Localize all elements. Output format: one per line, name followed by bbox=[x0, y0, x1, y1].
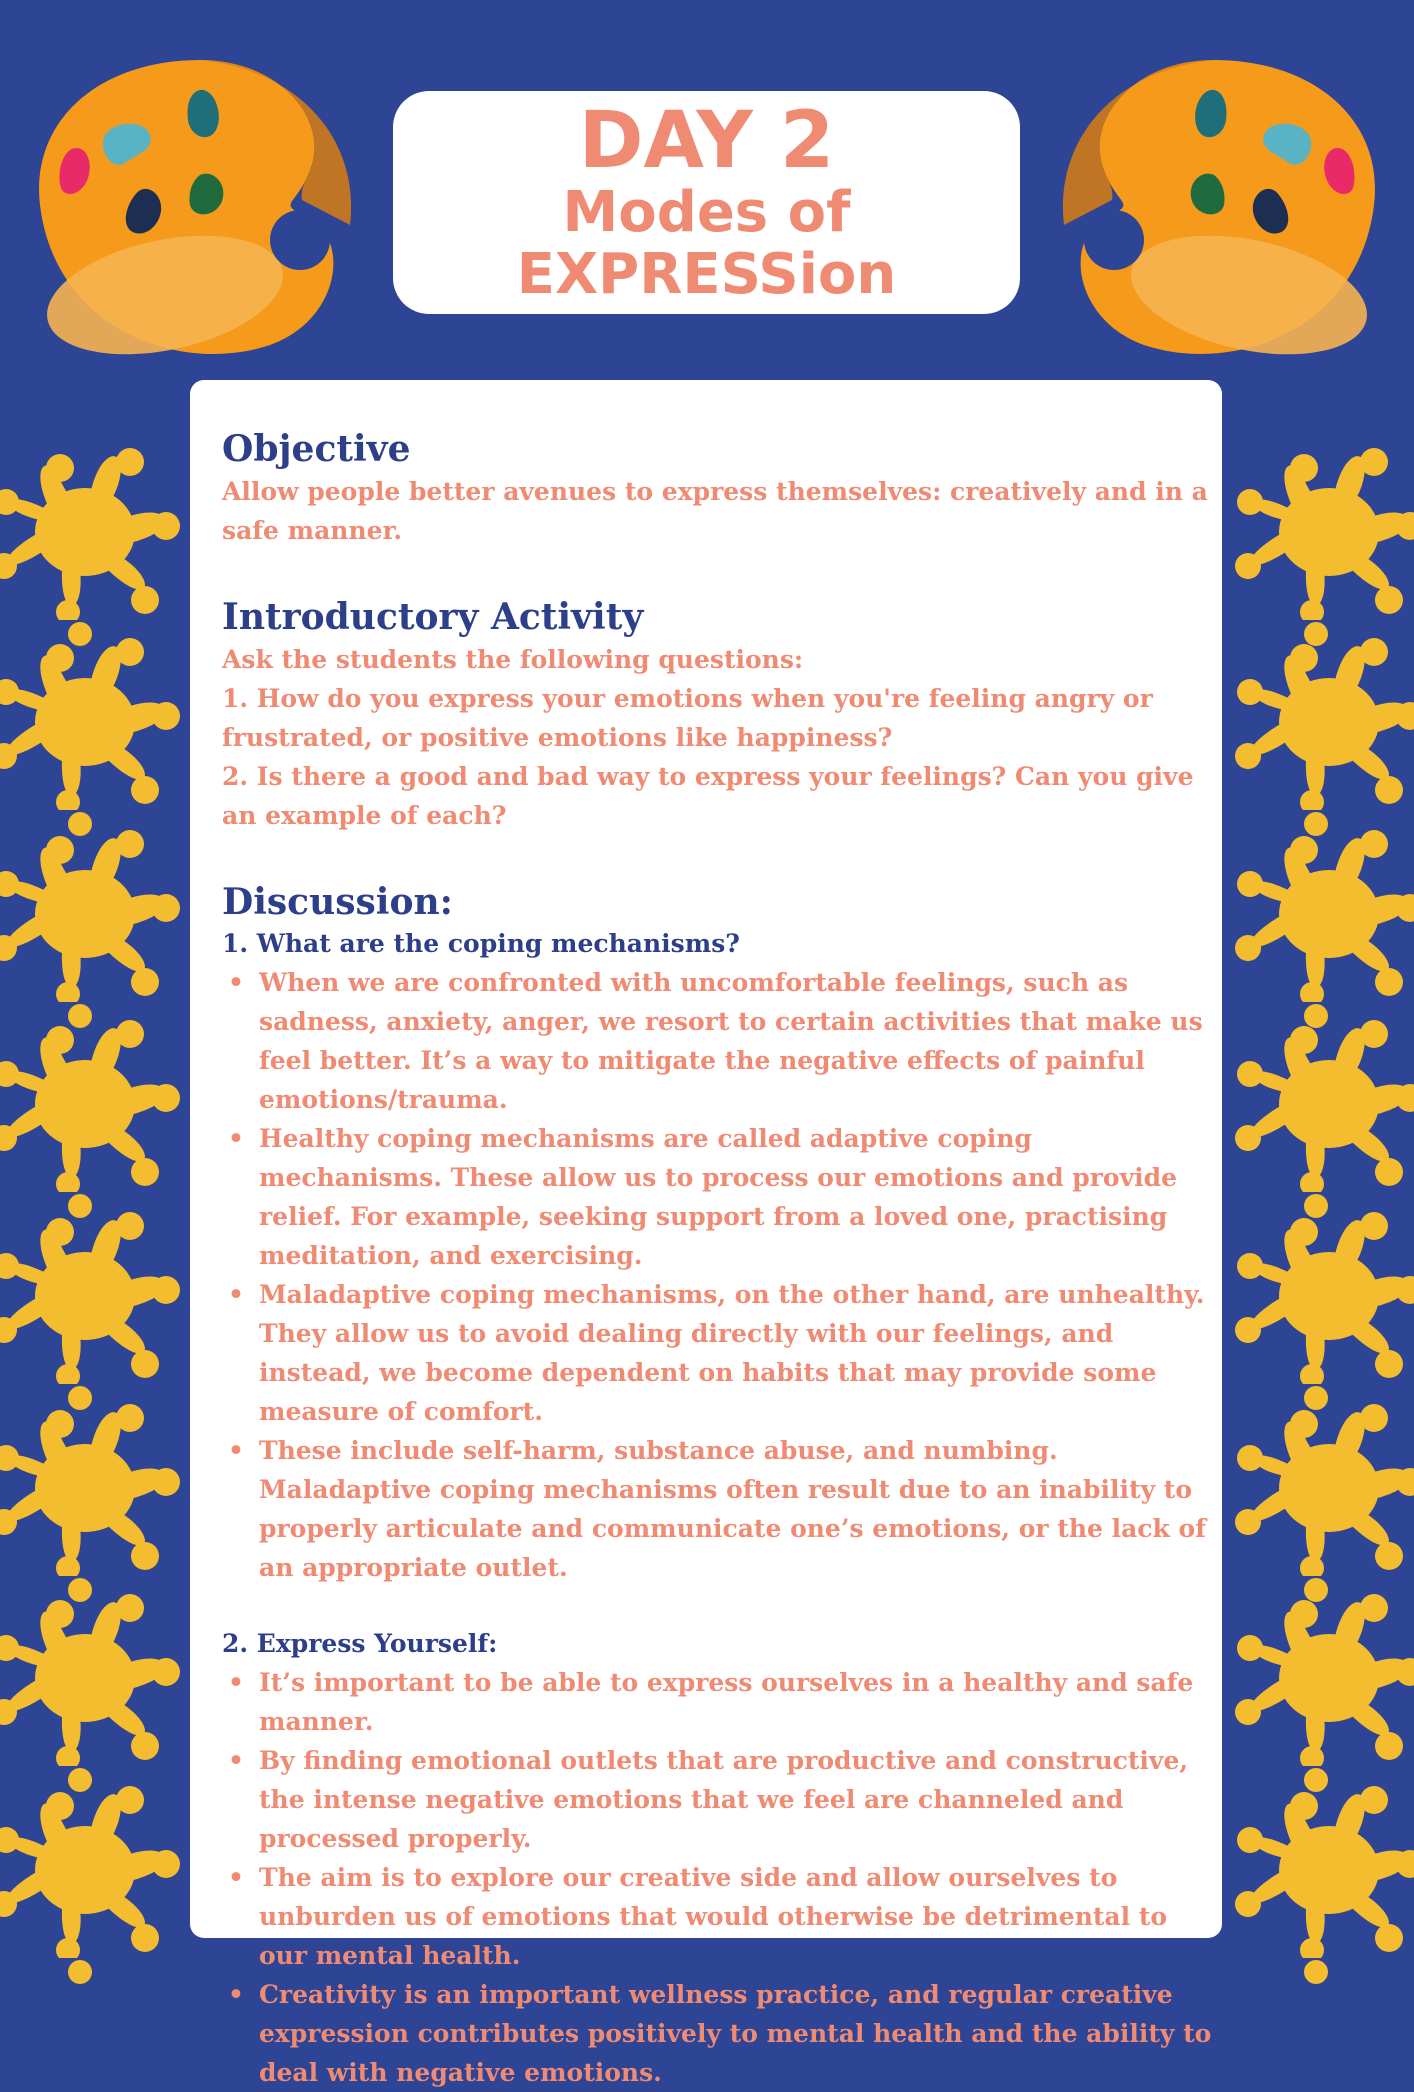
paint-splat-icon bbox=[1234, 630, 1414, 810]
paint-splat-icon bbox=[1234, 1778, 1414, 1958]
paint-splat-icon bbox=[0, 630, 180, 810]
paint-palette-icon bbox=[1044, 30, 1404, 370]
list-item: • The aim is to explore our creative side and allow ourselves to unburden us of emotions that would otherwise be detrimental to our mental health. bbox=[222, 1858, 1212, 1975]
objective-text: Allow people better avenues to express themselves: creatively and in a safe manner. bbox=[222, 477, 1208, 545]
list-item: • When we are confronted with uncomfortable feelings, such as sadness, anxiety, anger, we resort to certain activities that make us feel better. It’s a way to mitigate the negative effects of painful emotions/trauma. bbox=[222, 963, 1212, 1119]
discussion-heading: Discussion: bbox=[222, 881, 453, 923]
paint-splat-icon bbox=[0, 1586, 180, 1766]
list-item: • Creativity is an important wellness practice, and regular creative expression contributes positively to mental health and the ability to deal with negative emotions. bbox=[222, 1975, 1212, 2092]
lesson-content bbox=[222, 426, 1212, 2092]
list-item: • These include self-harm, substance abuse, and numbing. Maladaptive coping mechanisms often result due to an inability to properly articulate and communicate one’s emotions, or the lack of an appropriate outlet. bbox=[222, 1431, 1212, 1587]
paint-splat-icon bbox=[0, 440, 180, 620]
paint-dot bbox=[68, 1960, 92, 1984]
paint-splat-icon bbox=[0, 822, 180, 1002]
intro-question-2: 2. Is there a good and bad way to express your feelings? Can you give an example of each? bbox=[222, 762, 1194, 830]
splat-decoration-right bbox=[1214, 440, 1414, 2000]
title-box bbox=[393, 91, 1020, 314]
title-line-1: Modes of bbox=[562, 179, 851, 245]
list-item: • Maladaptive coping mechanisms, on the other hand, are unhealthy. They allow us to avoid dealing directly with our feelings, and instead, we become dependent on habits that may provide some measure of comfort. bbox=[222, 1275, 1212, 1431]
paint-splat-icon bbox=[1234, 1396, 1414, 1576]
discussion-question-1: 1. What are the coping mechanisms? bbox=[222, 929, 740, 958]
intro-question-1: 1. How do you express your emotions when you're feeling angry or frustrated, or positive emotions like happiness? bbox=[222, 684, 1153, 752]
paint-splat-icon bbox=[0, 1396, 180, 1576]
coping-bullet-list bbox=[222, 963, 1212, 1587]
paint-splat-icon bbox=[0, 1778, 180, 1958]
day-title: DAY 2 bbox=[578, 95, 835, 186]
list-item: • It’s important to be able to express ourselves in a healthy and safe manner. bbox=[222, 1663, 1212, 1741]
intro-heading: Introductory Activity bbox=[222, 596, 644, 638]
paint-splat-icon bbox=[1234, 1586, 1414, 1766]
objective-heading: Objective bbox=[222, 428, 411, 470]
paint-splat-icon bbox=[1234, 440, 1414, 620]
intro-line: Ask the students the following questions: bbox=[222, 645, 804, 674]
title-line-2: EXPRESSion bbox=[516, 241, 897, 307]
paint-splat-icon bbox=[1234, 822, 1414, 1002]
paint-splat-icon bbox=[0, 1012, 180, 1192]
paint-palette-icon bbox=[10, 30, 370, 370]
paint-splat-icon bbox=[0, 1204, 180, 1384]
paint-splat-icon bbox=[1234, 1204, 1414, 1384]
paint-dot bbox=[1304, 1960, 1328, 1984]
list-item: • By finding emotional outlets that are productive and constructive, the intense negative emotions that we feel are channeled and processed properly. bbox=[222, 1741, 1212, 1858]
discussion-question-2: 2. Express Yourself: bbox=[222, 1629, 498, 1658]
paint-splat-icon bbox=[1234, 1012, 1414, 1192]
express-bullet-list bbox=[222, 1663, 1212, 2092]
list-item: • Healthy coping mechanisms are called adaptive coping mechanisms. These allow us to process our emotions and provide relief. For example, seeking support from a loved one, practising meditation, and exercising. bbox=[222, 1119, 1212, 1275]
splat-decoration-left bbox=[0, 440, 200, 2000]
